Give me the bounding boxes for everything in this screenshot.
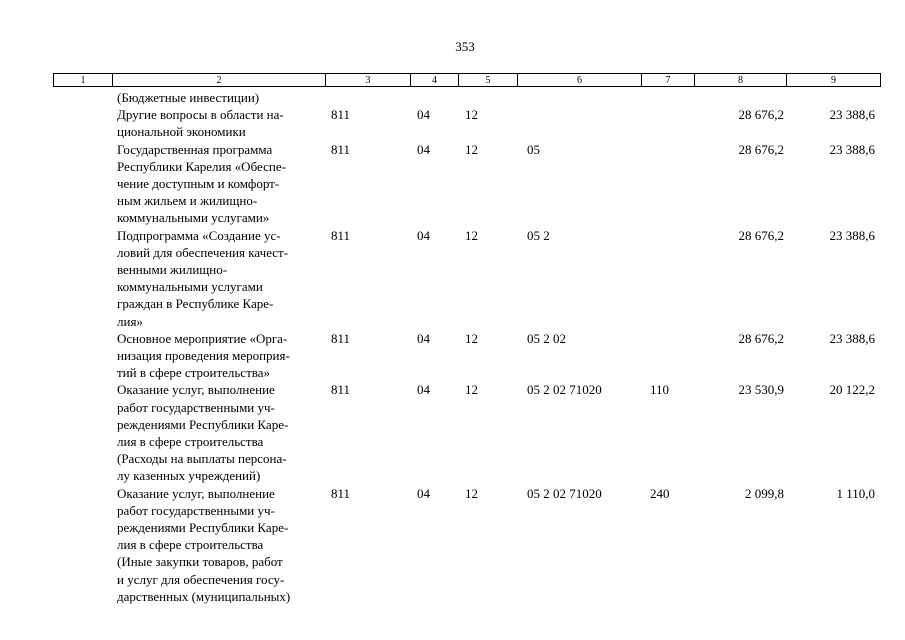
subsection-code-cell: 12 <box>465 227 478 243</box>
amount-year-1-cell: 2 099,8 <box>745 485 784 501</box>
description-line: ловий для обеспечения качест- <box>117 244 289 260</box>
amount-year-2-cell: 23 388,6 <box>829 141 875 157</box>
table-row <box>0 227 905 330</box>
amount-year-2-cell: 20 122,2 <box>829 382 875 398</box>
target-article-cell: 05 <box>527 141 540 157</box>
description-line: (Бюджетные инвестиции) <box>117 90 260 105</box>
column-header-9: 9 <box>787 74 881 87</box>
description-line: и услуг для обеспечения госу- <box>117 571 285 587</box>
target-article-cell: 05 2 <box>527 227 550 243</box>
description-line: Республики Карелия «Обеспе- <box>117 158 286 174</box>
description-line: (Иные закупки товаров, работ <box>117 554 283 570</box>
description-line: тий в сфере строительства» <box>117 365 270 381</box>
description-line: коммунальными услугами <box>117 279 263 295</box>
description-line: лия в сфере строительства <box>117 537 264 553</box>
description-line: венными жилищно- <box>117 262 228 278</box>
column-header-1: 1 <box>54 74 113 87</box>
row-description <box>117 227 327 330</box>
description-line: реждениями Республики Каре- <box>117 416 289 432</box>
admin-code-cell: 811 <box>331 107 351 123</box>
subsection-code-cell: 12 <box>465 330 478 346</box>
column-number-header <box>53 73 881 87</box>
row-description <box>117 141 327 227</box>
target-article-cell: 05 2 02 71020 <box>527 382 602 398</box>
target-article-cell: 05 2 02 71020 <box>527 485 602 501</box>
subsection-code-cell: 12 <box>465 107 478 123</box>
table-row <box>0 381 905 484</box>
subsection-code-cell: 12 <box>465 382 478 398</box>
admin-code-cell: 811 <box>331 227 351 243</box>
row-description <box>117 106 327 140</box>
description-line: Подпрограмма «Создание ус- <box>117 227 281 243</box>
description-line: ным жильем и жилищно- <box>117 193 258 209</box>
admin-code-cell: 811 <box>331 485 351 501</box>
table-row <box>0 330 905 382</box>
description-line: низация проведения мероприя- <box>117 348 290 364</box>
description-line: Оказание услуг, выполнение <box>117 382 275 398</box>
amount-year-2-cell: 23 388,6 <box>829 227 875 243</box>
page-number: 353 <box>455 39 475 54</box>
row-description <box>117 485 327 605</box>
amount-year-1-cell: 28 676,2 <box>738 330 784 346</box>
amount-year-1-cell: 28 676,2 <box>738 227 784 243</box>
expense-type-cell: 240 <box>650 485 670 501</box>
section-code-cell: 04 <box>417 227 430 243</box>
amount-year-1-cell: 28 676,2 <box>738 141 784 157</box>
table-row <box>0 141 905 227</box>
column-header-5: 5 <box>459 74 518 87</box>
amount-year-2-cell: 1 110,0 <box>836 485 875 501</box>
column-header-3: 3 <box>326 74 411 87</box>
description-line: работ государственными уч- <box>117 399 275 415</box>
description-line: Государственная программа <box>117 141 273 157</box>
amount-year-2-cell: 23 388,6 <box>829 330 875 346</box>
budget-table-body <box>0 89 905 605</box>
column-header-6: 6 <box>518 74 642 87</box>
amount-year-1-cell: 23 530,9 <box>738 382 784 398</box>
description-line: Другие вопросы в области на- <box>117 107 284 123</box>
subsection-code-cell: 12 <box>465 141 478 157</box>
table-row <box>0 106 905 140</box>
description-line: лу казенных учреждений) <box>117 468 261 484</box>
description-line: циональной экономики <box>117 124 246 140</box>
table-row <box>0 89 905 106</box>
description-line: Основное мероприятие «Орга- <box>117 330 288 346</box>
table-row <box>0 485 905 605</box>
description-line: лия» <box>117 313 143 329</box>
section-code-cell: 04 <box>417 141 430 157</box>
section-code-cell: 04 <box>417 382 430 398</box>
row-description <box>117 330 327 382</box>
row-description <box>117 89 327 106</box>
expense-type-cell: 110 <box>650 382 670 398</box>
subsection-code-cell: 12 <box>465 485 478 501</box>
row-description <box>117 381 327 484</box>
amount-year-2-cell: 23 388,6 <box>829 107 875 123</box>
description-line: лия в сфере строительства <box>117 434 264 450</box>
admin-code-cell: 811 <box>331 382 351 398</box>
description-line: граждан в Республике Каре- <box>117 296 274 312</box>
column-header-2: 2 <box>113 74 326 87</box>
section-code-cell: 04 <box>417 330 430 346</box>
description-line: коммунальными услугами» <box>117 210 270 226</box>
description-line: Оказание услуг, выполнение <box>117 485 275 501</box>
column-header-8: 8 <box>695 74 787 87</box>
description-line: чение доступным и комфорт- <box>117 176 280 192</box>
column-header-7: 7 <box>642 74 695 87</box>
target-article-cell: 05 2 02 <box>527 330 566 346</box>
admin-code-cell: 811 <box>331 141 351 157</box>
section-code-cell: 04 <box>417 107 430 123</box>
description-line: (Расходы на выплаты персона- <box>117 451 287 467</box>
column-header-4: 4 <box>411 74 459 87</box>
description-line: дарственных (муниципальных) <box>117 588 291 604</box>
amount-year-1-cell: 28 676,2 <box>738 107 784 123</box>
section-code-cell: 04 <box>417 485 430 501</box>
admin-code-cell: 811 <box>331 330 351 346</box>
description-line: реждениями Республики Каре- <box>117 520 289 536</box>
description-line: работ государственными уч- <box>117 502 275 518</box>
